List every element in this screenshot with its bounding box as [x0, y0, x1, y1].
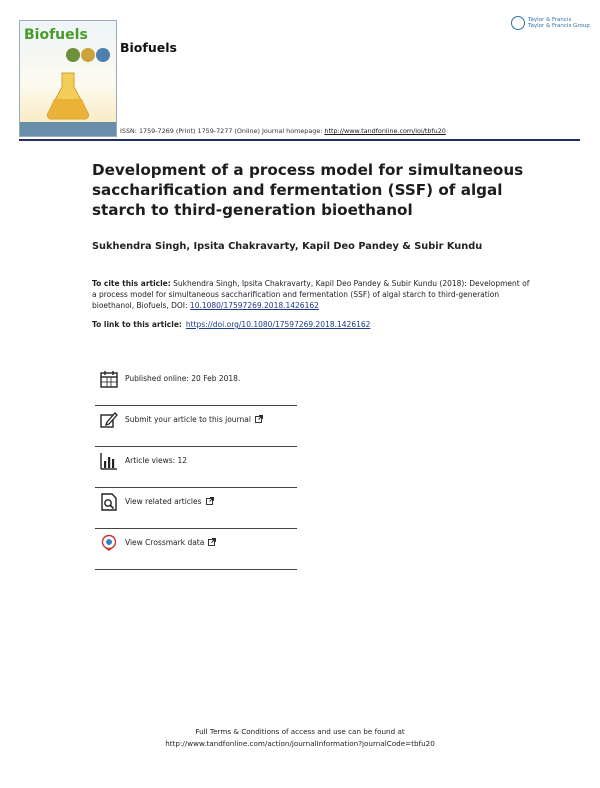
header-rule: [19, 139, 580, 141]
journal-homepage-link[interactable]: http://www.tandfonline.com/loi/tbfu20: [324, 127, 446, 135]
publisher-logo-text: Taylor & Francis: [528, 17, 572, 23]
footer-terms-link[interactable]: http://www.tandfonline.com/action/journalInformation?journalCode=tbfu20: [165, 739, 435, 748]
journal-name: Biofuels: [120, 40, 177, 55]
link-line: [92, 320, 370, 329]
calendar-icon: [100, 370, 118, 388]
article-authors: Sukhendra Singh, Ipsita Chakravarty, Kapil Deo Pandey & Subir Kundu: [92, 241, 483, 252]
crossmark-item[interactable]: [95, 528, 297, 570]
external-link-icon: [208, 538, 216, 546]
published-online-item: [95, 364, 297, 406]
issn-text: ISSN: 1759-7269 (Print) 1759-7277 (Online) Journal homepage:: [120, 127, 325, 135]
related-articles-item[interactable]: [95, 487, 297, 529]
flask-icon: [42, 69, 94, 121]
doi-link[interactable]: 10.1080/17597269.2018.1426162: [189, 301, 319, 310]
cite-label: To cite this article:: [92, 279, 171, 288]
article-views-item: [95, 446, 297, 488]
edit-icon: [100, 411, 118, 429]
article-doi-url-link[interactable]: https://doi.org/10.1080/17597269.2018.1426162: [185, 320, 371, 329]
crossmark-link[interactable]: View Crossmark data: [125, 538, 216, 547]
publisher-logo-icon: [511, 16, 525, 30]
related-articles-link[interactable]: View related articles: [125, 497, 214, 506]
submit-article-item[interactable]: [95, 405, 297, 447]
cover-logo: Biofuels: [24, 27, 88, 43]
journal-cover-image: [19, 20, 117, 137]
bar-chart-icon: [100, 452, 118, 470]
external-link-icon: [206, 497, 214, 505]
published-online-text: Published online: 20 Feb 2018.: [125, 374, 241, 383]
cover-decoration: [66, 47, 111, 66]
crossmark-icon: [100, 534, 118, 552]
cover-bottom-bar: [20, 122, 116, 136]
link-label: To link to this article:: [92, 320, 182, 329]
publisher-logo-subtext: Taylor & Francis Group: [528, 23, 590, 29]
external-link-icon: [255, 415, 263, 423]
citation-block: [92, 278, 532, 311]
cite-text: Sukhendra Singh, Ipsita Chakravarty, Kapil Deo Pandey & Subir Kundu (2018): Development of a process model for simultaneous saccharification and fermentation (SSF) of algal starch to third-generation bioethanol, Biofuels, DOI:: [92, 279, 530, 310]
issn-line: [120, 127, 446, 135]
publisher-logo: [511, 16, 590, 30]
submit-article-link[interactable]: Submit your article to this journal: [125, 415, 263, 424]
article-views-text: Article views: 12: [125, 456, 188, 465]
footer-terms-text: Full Terms & Conditions of access and use can be found at: [195, 727, 405, 736]
article-title: Development of a process model for simultaneous saccharification and fermentation (SSF) of algal starch to third-generation bioethanol: [92, 161, 524, 219]
search-document-icon: [100, 493, 118, 511]
